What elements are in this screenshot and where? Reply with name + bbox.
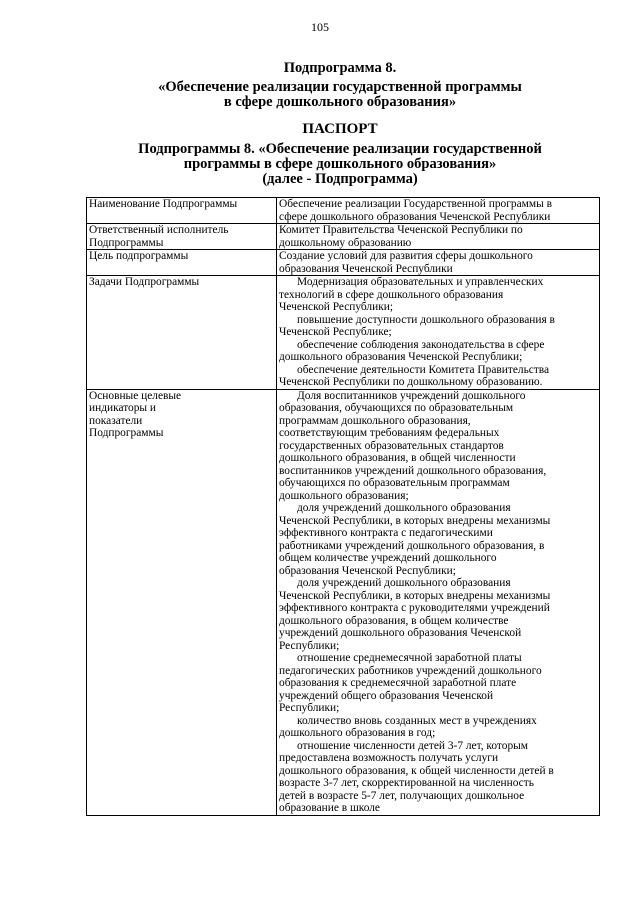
row-value-line: дошкольного образования, в общем количестве — [279, 614, 509, 627]
row-value-line: Доля воспитанников учреждений дошкольного — [297, 389, 526, 402]
row-value-line: эффективного контракта с руководителями учреждений — [279, 602, 550, 614]
row-label-line: Подпрограммы — [89, 236, 164, 249]
row-value-line: Модернизация образовательных и управленческих — [297, 276, 544, 288]
row-value-line: учреждений дошкольного образования Чеченской — [279, 627, 522, 639]
subprogram-title — [60, 80, 620, 110]
row-value-cell — [277, 276, 600, 390]
row-value-line: обучающихся по образовательным программам — [279, 477, 510, 489]
passport-title-line: Подпрограммы 8. «Обеспечение реализации государственной — [138, 141, 542, 157]
row-value-line: дошкольного образования, в общей численности — [279, 452, 516, 464]
row-value-line: образования Чеченской Республики — [279, 262, 453, 275]
subprogram-title-line: в сфере дошкольного образования» — [223, 94, 457, 110]
row-value-line: сфере дошкольного образования Чеченской Республики — [279, 210, 551, 223]
row-value-cell — [277, 224, 600, 250]
row-value-line: соответствующим требованиям федеральных — [279, 427, 500, 439]
row-value-cell — [277, 389, 600, 815]
table-row — [87, 224, 600, 250]
row-value-line: Чеченской Республики, в которых внедрены механизмы — [279, 514, 551, 527]
row-value-line: учреждений общего образования Чеченской — [279, 689, 494, 702]
row-value-line: Республики; — [279, 639, 340, 652]
row-value-line: воспитанников учреждений дошкольного образования, — [279, 464, 547, 477]
row-value-line: Чеченской Республике; — [279, 326, 392, 338]
row-label-line: показатели — [89, 414, 143, 427]
subprogram-heading: Подпрограмма 8. — [283, 60, 397, 76]
row-label-line: индикаторы и — [89, 402, 157, 414]
row-label-line: Подпрограммы — [89, 427, 164, 439]
page-number: 105 — [311, 20, 329, 34]
row-value-line: образования к среднемесячной заработной плате — [279, 677, 517, 689]
row-label-line: Задачи Подпрограммы — [89, 276, 200, 288]
passport-title — [60, 142, 620, 187]
subprogram-title-line: «Обеспечение реализации государственной программы — [158, 79, 522, 95]
row-label-cell — [87, 389, 277, 815]
row-value-line: технологий в сфере дошкольного образования — [279, 288, 504, 301]
row-value-line: возрасте 3-7 лет, скорректированной на численность — [279, 777, 534, 789]
passport-heading: ПАСПОРТ — [302, 121, 378, 137]
row-value-cell — [277, 198, 600, 224]
row-value-line: Чеченской Республики; — [279, 301, 394, 313]
row-label-cell — [87, 198, 277, 224]
passport-title-line: (далее - Подпрограмма) — [262, 171, 418, 187]
row-label-line: Наименование Подпрограммы — [89, 198, 238, 210]
row-value-line: количество вновь созданных мест в учреждениях — [297, 714, 537, 727]
row-label-line: Ответственный исполнитель — [89, 224, 229, 236]
row-value-line: доля учреждений дошкольного образования — [297, 577, 511, 589]
row-value-line: доля учреждений дошкольного образования — [297, 502, 511, 514]
row-value-line: педагогических работников учреждений дошкольного — [279, 664, 542, 677]
row-label-cell — [87, 250, 277, 276]
row-value-line: программам дошкольного образования, — [279, 414, 471, 427]
table-row — [87, 250, 600, 276]
row-value-line: Чеченской Республики, в которых внедрены механизмы — [279, 589, 551, 602]
row-value-line: дошкольного образования в год; — [279, 727, 436, 739]
row-value-line: эффективного контракта с педагогическими — [279, 527, 493, 539]
row-label-cell — [87, 276, 277, 390]
table-row — [87, 198, 600, 224]
row-value-line: дошкольного образования Чеченской Республики; — [279, 351, 523, 363]
row-value-line: общем количестве учреждений дошкольного — [279, 552, 497, 564]
row-value-line: обеспечение деятельности Комитета Правительства — [297, 363, 550, 376]
row-value-line: Чеченской Республики по дошкольному образованию. — [279, 376, 543, 388]
row-value-line: предоставлена возможность получать услуги — [279, 752, 499, 764]
row-value-line: образования, обучающихся по образовательным — [279, 402, 514, 414]
row-label-line: Основные целевые — [89, 389, 182, 402]
row-value-line: отношение среднемесячной заработной платы — [297, 652, 522, 664]
row-value-cell — [277, 250, 600, 276]
passport-table — [86, 197, 600, 816]
row-value-line: обеспечение соблюдения законодательства в сфере — [297, 338, 545, 351]
row-value-line: образование в школе — [279, 802, 380, 814]
row-value-line: отношение численности детей 3-7 лет, которым — [297, 739, 528, 752]
table-row — [87, 389, 600, 815]
row-value-line: образования Чеченской Республики; — [279, 564, 456, 577]
table-row — [87, 276, 600, 390]
row-value-line: работниками учреждений дошкольного образования, в — [279, 539, 545, 552]
row-value-line: Республики; — [279, 702, 340, 714]
row-value-line: дошкольному образованию — [279, 236, 412, 249]
row-value-line: Обеспечение реализации Государственной программы в — [279, 198, 552, 210]
row-value-line: повышение доступности дошкольного образования в — [297, 313, 555, 326]
row-value-line: дошкольного образования; — [279, 489, 409, 502]
row-label-line: Цель подпрограммы — [89, 250, 189, 262]
passport-title-line: программы в сфере дошкольного образования» — [183, 156, 497, 172]
row-label-cell — [87, 224, 277, 250]
row-value-line: Комитет Правительства Чеченской Республики по — [279, 224, 523, 236]
row-value-line: государственных образовательных стандартов — [279, 439, 504, 452]
row-value-line: Создание условий для развития сферы дошкольного — [279, 250, 533, 262]
row-value-line: дошкольного образования, к общей численности детей в — [279, 764, 554, 777]
row-value-line: детей в возрасте 5-7 лет, получающих дошкольное — [279, 789, 525, 802]
